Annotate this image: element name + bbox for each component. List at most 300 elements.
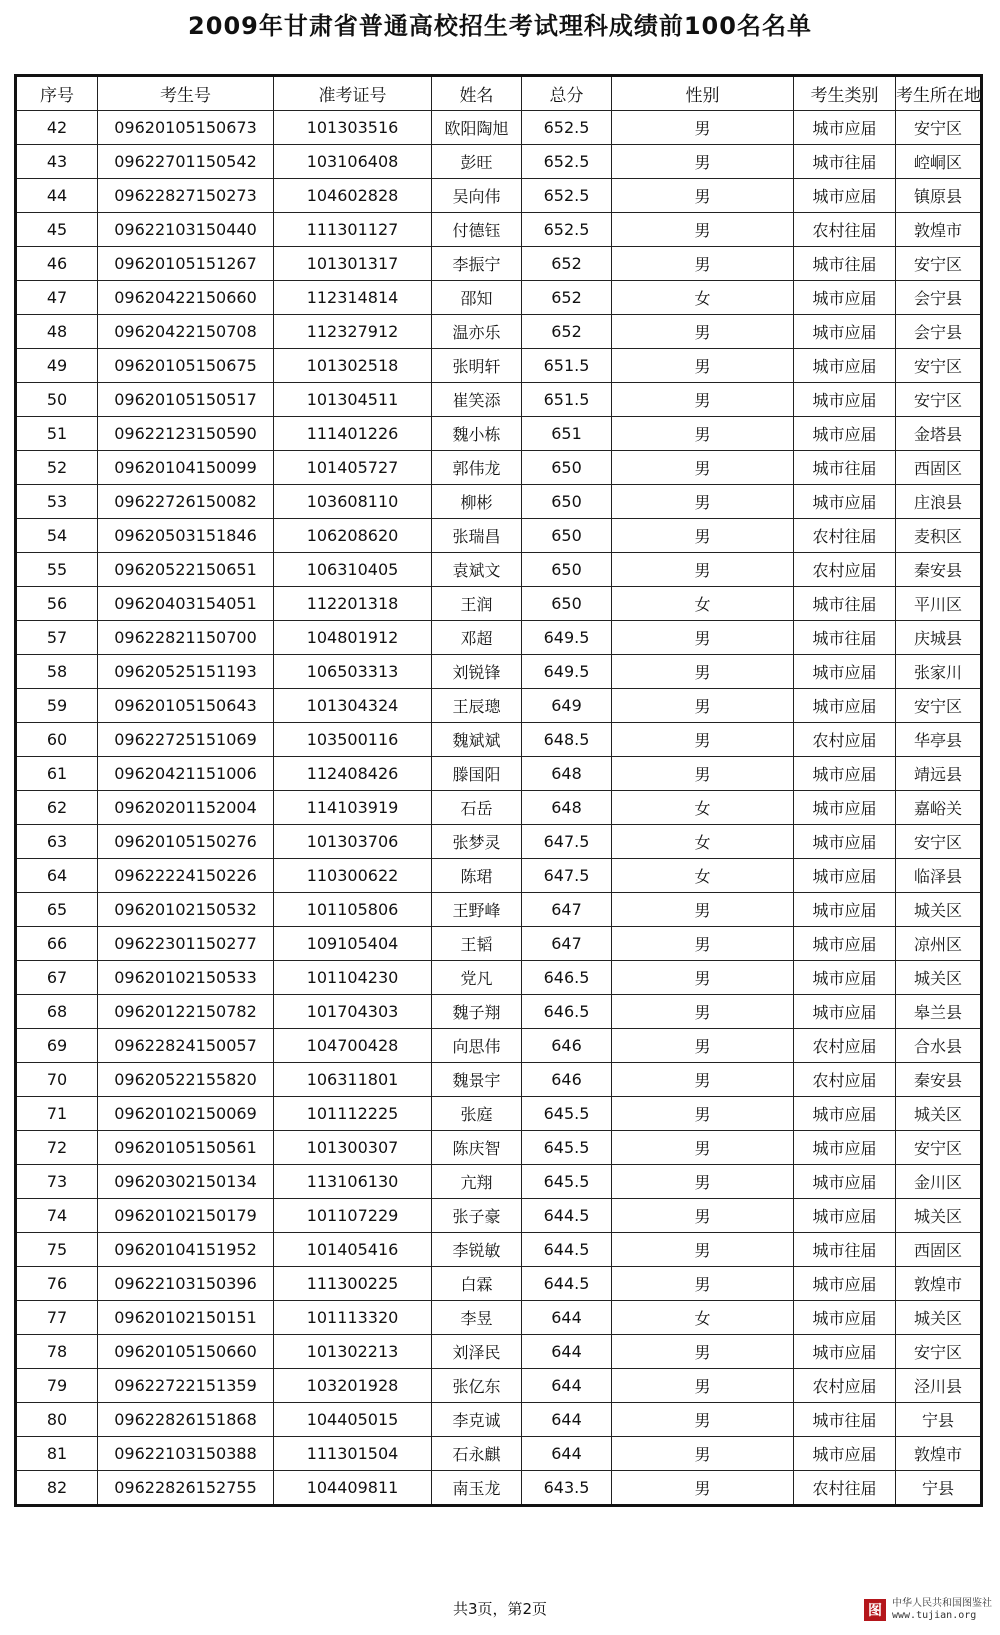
cell-total-score: 652: [522, 315, 612, 349]
cell-candidate-number: 09622824150057: [98, 1029, 274, 1063]
cell-location: 安宁区: [896, 111, 982, 145]
cell-gender: 男: [612, 1267, 794, 1301]
table-row: [16, 349, 982, 383]
cell-candidate-number: 09620105150561: [98, 1131, 274, 1165]
cell-name: 王野峰: [432, 893, 522, 927]
cell-candidate-number: 09622701150542: [98, 145, 274, 179]
cell-seq: 62: [16, 791, 98, 825]
table-row: [16, 1369, 982, 1403]
table-row: [16, 247, 982, 281]
cell-total-score: 645.5: [522, 1097, 612, 1131]
cell-name: 柳彬: [432, 485, 522, 519]
cell-total-score: 652: [522, 247, 612, 281]
watermark-site-name: 中华人民共和国图鉴社: [892, 1598, 992, 1609]
table-row: [16, 961, 982, 995]
cell-name: 邓超: [432, 621, 522, 655]
cell-admission-ticket: 101304511: [274, 383, 432, 417]
cell-name: 刘泽民: [432, 1335, 522, 1369]
cell-candidate-number: 09620105151267: [98, 247, 274, 281]
cell-location: 安宁区: [896, 247, 982, 281]
cell-category: 城市应届: [794, 791, 896, 825]
cell-location: 秦安县: [896, 1063, 982, 1097]
cell-seq: 79: [16, 1369, 98, 1403]
cell-total-score: 651: [522, 417, 612, 451]
cell-admission-ticket: 112201318: [274, 587, 432, 621]
table-row: [16, 1097, 982, 1131]
table-row: [16, 281, 982, 315]
cell-location: 嘉峪关: [896, 791, 982, 825]
table-row: [16, 995, 982, 1029]
cell-total-score: 652: [522, 281, 612, 315]
cell-seq: 68: [16, 995, 98, 1029]
cell-gender: 女: [612, 791, 794, 825]
cell-category: 城市应届: [794, 1131, 896, 1165]
cell-name: 张亿东: [432, 1369, 522, 1403]
cell-total-score: 649.5: [522, 621, 612, 655]
cell-admission-ticket: 103106408: [274, 145, 432, 179]
cell-candidate-number: 09622722151359: [98, 1369, 274, 1403]
cell-seq: 52: [16, 451, 98, 485]
cell-gender: 男: [612, 1369, 794, 1403]
cell-total-score: 652.5: [522, 179, 612, 213]
cell-name: 石岳: [432, 791, 522, 825]
cell-category: 城市应届: [794, 995, 896, 1029]
cell-total-score: 650: [522, 519, 612, 553]
cell-gender: 男: [612, 1165, 794, 1199]
cell-category: 城市应届: [794, 893, 896, 927]
cell-total-score: 645.5: [522, 1165, 612, 1199]
cell-admission-ticket: 101302518: [274, 349, 432, 383]
cell-name: 王韬: [432, 927, 522, 961]
cell-candidate-number: 09620105150660: [98, 1335, 274, 1369]
cell-location: 平川区: [896, 587, 982, 621]
cell-candidate-number: 09620104151952: [98, 1233, 274, 1267]
cell-location: 金川区: [896, 1165, 982, 1199]
cell-admission-ticket: 104405015: [274, 1403, 432, 1437]
cell-location: 安宁区: [896, 689, 982, 723]
cell-admission-ticket: 104700428: [274, 1029, 432, 1063]
cell-total-score: 650: [522, 485, 612, 519]
table-row: [16, 587, 982, 621]
cell-gender: 男: [612, 1063, 794, 1097]
cell-total-score: 647: [522, 893, 612, 927]
seal-icon: 图: [864, 1599, 886, 1621]
cell-seq: 76: [16, 1267, 98, 1301]
cell-location: 西固区: [896, 1233, 982, 1267]
table-row: [16, 1301, 982, 1335]
cell-name: 彭旺: [432, 145, 522, 179]
cell-name: 党凡: [432, 961, 522, 995]
cell-candidate-number: 09622821150700: [98, 621, 274, 655]
cell-location: 敦煌市: [896, 213, 982, 247]
cell-gender: 男: [612, 1233, 794, 1267]
cell-candidate-number: 09622224150226: [98, 859, 274, 893]
cell-total-score: 644: [522, 1437, 612, 1471]
cell-candidate-number: 09620102150532: [98, 893, 274, 927]
cell-total-score: 648: [522, 791, 612, 825]
table-row: [16, 485, 982, 519]
cell-name: 崔笑添: [432, 383, 522, 417]
table-row: [16, 1437, 982, 1471]
cell-candidate-number: 09620104150099: [98, 451, 274, 485]
cell-location: 合水县: [896, 1029, 982, 1063]
cell-candidate-number: 09620102150069: [98, 1097, 274, 1131]
cell-total-score: 644: [522, 1403, 612, 1437]
cell-gender: 男: [612, 723, 794, 757]
cell-seq: 64: [16, 859, 98, 893]
cell-candidate-number: 09620422150708: [98, 315, 274, 349]
cell-location: 安宁区: [896, 349, 982, 383]
cell-name: 刘锐锋: [432, 655, 522, 689]
cell-category: 农村应届: [794, 1063, 896, 1097]
header-admission-ticket: 准考证号: [274, 76, 432, 111]
cell-admission-ticket: 113106130: [274, 1165, 432, 1199]
header-seq: 序号: [16, 76, 98, 111]
cell-location: 庆城县: [896, 621, 982, 655]
cell-total-score: 645.5: [522, 1131, 612, 1165]
cell-seq: 66: [16, 927, 98, 961]
cell-admission-ticket: 103500116: [274, 723, 432, 757]
cell-seq: 59: [16, 689, 98, 723]
cell-category: 城市应届: [794, 349, 896, 383]
cell-gender: 男: [612, 757, 794, 791]
cell-seq: 78: [16, 1335, 98, 1369]
cell-gender: 男: [612, 1403, 794, 1437]
cell-candidate-number: 09620102150179: [98, 1199, 274, 1233]
cell-category: 城市应届: [794, 1097, 896, 1131]
cell-candidate-number: 09620522150651: [98, 553, 274, 587]
table-row: [16, 1471, 982, 1506]
cell-location: 宁县: [896, 1471, 982, 1506]
cell-gender: 女: [612, 281, 794, 315]
cell-admission-ticket: 103608110: [274, 485, 432, 519]
cell-seq: 57: [16, 621, 98, 655]
cell-category: 城市应届: [794, 1199, 896, 1233]
watermark-url: www.tujian.org: [892, 1610, 977, 1621]
cell-name: 亢翔: [432, 1165, 522, 1199]
cell-candidate-number: 09620302150134: [98, 1165, 274, 1199]
table-row: [16, 417, 982, 451]
cell-seq: 75: [16, 1233, 98, 1267]
cell-admission-ticket: 104801912: [274, 621, 432, 655]
cell-category: 城市应届: [794, 281, 896, 315]
cell-category: 农村应届: [794, 723, 896, 757]
cell-gender: 男: [612, 893, 794, 927]
cell-total-score: 647: [522, 927, 612, 961]
cell-seq: 77: [16, 1301, 98, 1335]
cell-admission-ticket: 111401226: [274, 417, 432, 451]
cell-candidate-number: 09620105150276: [98, 825, 274, 859]
cell-category: 农村应届: [794, 1029, 896, 1063]
table-row: [16, 519, 982, 553]
cell-category: 城市应届: [794, 1301, 896, 1335]
header-name: 姓名: [432, 76, 522, 111]
cell-seq: 69: [16, 1029, 98, 1063]
cell-gender: 男: [612, 1097, 794, 1131]
cell-category: 城市应届: [794, 825, 896, 859]
cell-candidate-number: 09620105150673: [98, 111, 274, 145]
cell-location: 城关区: [896, 893, 982, 927]
cell-location: 城关区: [896, 1199, 982, 1233]
cell-total-score: 648: [522, 757, 612, 791]
cell-seq: 50: [16, 383, 98, 417]
table-row: [16, 383, 982, 417]
cell-total-score: 644.5: [522, 1233, 612, 1267]
table-row: [16, 553, 982, 587]
cell-gender: 男: [612, 995, 794, 1029]
cell-seq: 82: [16, 1471, 98, 1506]
cell-category: 城市应届: [794, 485, 896, 519]
cell-total-score: 650: [522, 553, 612, 587]
cell-location: 皋兰县: [896, 995, 982, 1029]
cell-total-score: 646: [522, 1029, 612, 1063]
cell-location: 麦积区: [896, 519, 982, 553]
cell-admission-ticket: 111301504: [274, 1437, 432, 1471]
cell-seq: 74: [16, 1199, 98, 1233]
header-gender: 性别: [612, 76, 794, 111]
cell-name: 魏小栋: [432, 417, 522, 451]
cell-seq: 63: [16, 825, 98, 859]
cell-admission-ticket: 106310405: [274, 553, 432, 587]
cell-name: 吴向伟: [432, 179, 522, 213]
cell-gender: 女: [612, 587, 794, 621]
cell-location: 西固区: [896, 451, 982, 485]
cell-total-score: 644.5: [522, 1199, 612, 1233]
cell-admission-ticket: 101303516: [274, 111, 432, 145]
cell-location: 会宁县: [896, 315, 982, 349]
cell-name: 欧阳陶旭: [432, 111, 522, 145]
cell-seq: 51: [16, 417, 98, 451]
header-category: 考生类别: [794, 76, 896, 111]
table-row: [16, 825, 982, 859]
cell-gender: 男: [612, 179, 794, 213]
cell-seq: 67: [16, 961, 98, 995]
cell-location: 城关区: [896, 1301, 982, 1335]
cell-candidate-number: 09620421151006: [98, 757, 274, 791]
cell-candidate-number: 09620525151193: [98, 655, 274, 689]
table-row: [16, 621, 982, 655]
table-row: [16, 927, 982, 961]
cell-admission-ticket: 101304324: [274, 689, 432, 723]
table-header-row: [16, 76, 982, 111]
cell-admission-ticket: 103201928: [274, 1369, 432, 1403]
cell-candidate-number: 09620403154051: [98, 587, 274, 621]
cell-candidate-number: 09620102150151: [98, 1301, 274, 1335]
cell-category: 城市应届: [794, 859, 896, 893]
cell-total-score: 643.5: [522, 1471, 612, 1506]
cell-name: 李锐敏: [432, 1233, 522, 1267]
cell-candidate-number: 09622123150590: [98, 417, 274, 451]
table-body: [16, 111, 982, 1506]
cell-candidate-number: 09622726150082: [98, 485, 274, 519]
cell-category: 农村应届: [794, 553, 896, 587]
cell-category: 城市往届: [794, 145, 896, 179]
cell-total-score: 650: [522, 587, 612, 621]
cell-admission-ticket: 101107229: [274, 1199, 432, 1233]
cell-admission-ticket: 101704303: [274, 995, 432, 1029]
header-candidate-number: 考生号: [98, 76, 274, 111]
cell-name: 陈庆智: [432, 1131, 522, 1165]
cell-name: 石永麒: [432, 1437, 522, 1471]
cell-admission-ticket: 111301127: [274, 213, 432, 247]
cell-admission-ticket: 101105806: [274, 893, 432, 927]
cell-category: 城市应届: [794, 383, 896, 417]
cell-admission-ticket: 114103919: [274, 791, 432, 825]
cell-category: 城市应届: [794, 757, 896, 791]
cell-admission-ticket: 110300622: [274, 859, 432, 893]
cell-location: 安宁区: [896, 383, 982, 417]
cell-name: 魏景宇: [432, 1063, 522, 1097]
cell-total-score: 649: [522, 689, 612, 723]
cell-gender: 女: [612, 1301, 794, 1335]
cell-gender: 男: [612, 1199, 794, 1233]
table-row: [16, 1233, 982, 1267]
table-row: [16, 1131, 982, 1165]
table-row: [16, 1199, 982, 1233]
cell-location: 临泽县: [896, 859, 982, 893]
cell-candidate-number: 09620122150782: [98, 995, 274, 1029]
cell-candidate-number: 09622301150277: [98, 927, 274, 961]
cell-total-score: 649.5: [522, 655, 612, 689]
cell-name: 陈珺: [432, 859, 522, 893]
cell-location: 崆峒区: [896, 145, 982, 179]
cell-category: 城市应届: [794, 1267, 896, 1301]
cell-name: 张瑞昌: [432, 519, 522, 553]
cell-candidate-number: 09622725151069: [98, 723, 274, 757]
cell-category: 城市应届: [794, 655, 896, 689]
cell-gender: 男: [612, 1471, 794, 1506]
watermark-text: [892, 1598, 992, 1622]
cell-category: 农村往届: [794, 519, 896, 553]
cell-gender: 男: [612, 1437, 794, 1471]
cell-admission-ticket: 101113320: [274, 1301, 432, 1335]
cell-location: 泾川县: [896, 1369, 982, 1403]
cell-total-score: 646.5: [522, 995, 612, 1029]
cell-category: 城市往届: [794, 247, 896, 281]
table-row: [16, 893, 982, 927]
cell-seq: 71: [16, 1097, 98, 1131]
cell-location: 宁县: [896, 1403, 982, 1437]
cell-seq: 60: [16, 723, 98, 757]
cell-total-score: 644: [522, 1301, 612, 1335]
cell-total-score: 646.5: [522, 961, 612, 995]
cell-name: 魏斌斌: [432, 723, 522, 757]
cell-category: 农村往届: [794, 1471, 896, 1506]
table-row: [16, 689, 982, 723]
cell-name: 白霖: [432, 1267, 522, 1301]
cell-name: 邵知: [432, 281, 522, 315]
cell-name: 王润: [432, 587, 522, 621]
table-row: [16, 111, 982, 145]
cell-admission-ticket: 101300307: [274, 1131, 432, 1165]
cell-seq: 46: [16, 247, 98, 281]
cell-admission-ticket: 106311801: [274, 1063, 432, 1097]
cell-gender: 男: [612, 349, 794, 383]
cell-admission-ticket: 101405727: [274, 451, 432, 485]
cell-gender: 女: [612, 859, 794, 893]
cell-location: 安宁区: [896, 825, 982, 859]
cell-candidate-number: 09622826151868: [98, 1403, 274, 1437]
cell-admission-ticket: 112408426: [274, 757, 432, 791]
cell-category: 城市往届: [794, 451, 896, 485]
cell-seq: 65: [16, 893, 98, 927]
cell-total-score: 652.5: [522, 145, 612, 179]
cell-candidate-number: 09622826152755: [98, 1471, 274, 1506]
cell-seq: 42: [16, 111, 98, 145]
cell-gender: 男: [612, 689, 794, 723]
cell-gender: 男: [612, 519, 794, 553]
table-row: [16, 655, 982, 689]
cell-location: 镇原县: [896, 179, 982, 213]
cell-category: 城市应届: [794, 111, 896, 145]
cell-total-score: 644.5: [522, 1267, 612, 1301]
cell-admission-ticket: 112327912: [274, 315, 432, 349]
cell-admission-ticket: 106503313: [274, 655, 432, 689]
cell-gender: 男: [612, 485, 794, 519]
cell-name: 袁斌文: [432, 553, 522, 587]
cell-admission-ticket: 101301317: [274, 247, 432, 281]
cell-admission-ticket: 101112225: [274, 1097, 432, 1131]
cell-name: 张明轩: [432, 349, 522, 383]
cell-seq: 81: [16, 1437, 98, 1471]
cell-admission-ticket: 104409811: [274, 1471, 432, 1506]
cell-total-score: 652.5: [522, 213, 612, 247]
table-row: [16, 145, 982, 179]
cell-category: 城市应届: [794, 1437, 896, 1471]
cell-admission-ticket: 101303706: [274, 825, 432, 859]
cell-seq: 44: [16, 179, 98, 213]
cell-seq: 70: [16, 1063, 98, 1097]
page-title: 2009年甘肃省普通高校招生考试理科成绩前100名名单: [188, 12, 812, 40]
cell-gender: 男: [612, 655, 794, 689]
cell-category: 城市往届: [794, 1403, 896, 1437]
cell-location: 城关区: [896, 1097, 982, 1131]
cell-location: 敦煌市: [896, 1267, 982, 1301]
cell-total-score: 646: [522, 1063, 612, 1097]
cell-name: 张庭: [432, 1097, 522, 1131]
cell-total-score: 648.5: [522, 723, 612, 757]
cell-location: 安宁区: [896, 1335, 982, 1369]
table-row: [16, 723, 982, 757]
watermark: [864, 1598, 992, 1622]
cell-total-score: 651.5: [522, 383, 612, 417]
cell-seq: 54: [16, 519, 98, 553]
cell-name: 李昱: [432, 1301, 522, 1335]
table-row: [16, 315, 982, 349]
cell-total-score: 647.5: [522, 825, 612, 859]
cell-name: 张梦灵: [432, 825, 522, 859]
cell-seq: 80: [16, 1403, 98, 1437]
cell-location: 城关区: [896, 961, 982, 995]
cell-total-score: 644: [522, 1369, 612, 1403]
cell-seq: 48: [16, 315, 98, 349]
cell-name: 南玉龙: [432, 1471, 522, 1506]
cell-admission-ticket: 101302213: [274, 1335, 432, 1369]
cell-category: 城市应届: [794, 961, 896, 995]
cell-admission-ticket: 109105404: [274, 927, 432, 961]
cell-location: 华亭县: [896, 723, 982, 757]
cell-gender: 男: [612, 553, 794, 587]
table-row: [16, 1403, 982, 1437]
cell-category: 城市应届: [794, 417, 896, 451]
cell-admission-ticket: 106208620: [274, 519, 432, 553]
cell-gender: 男: [612, 927, 794, 961]
cell-total-score: 651.5: [522, 349, 612, 383]
cell-location: 会宁县: [896, 281, 982, 315]
cell-seq: 49: [16, 349, 98, 383]
ranking-table: [14, 74, 983, 1507]
cell-total-score: 647.5: [522, 859, 612, 893]
